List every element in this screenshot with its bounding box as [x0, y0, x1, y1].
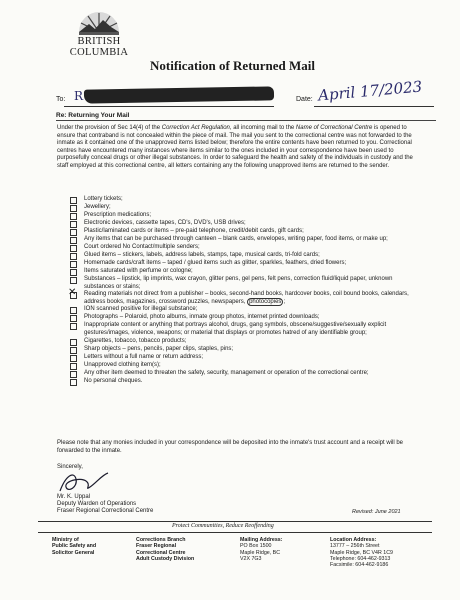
footer-branch-line: Fraser Regional [136, 543, 177, 550]
checklist-item-text [84, 314, 415, 322]
checklist-item-text [84, 338, 415, 346]
date-line [314, 106, 434, 107]
checkbox[interactable] [70, 277, 77, 284]
checklist-item [70, 268, 415, 276]
checkbox-checked[interactable] [68, 287, 77, 299]
footer-location-line: 13777 – 256th Street [330, 543, 380, 550]
checklist-item-label: Prescription medications; [84, 212, 152, 218]
checkbox[interactable] [70, 269, 77, 276]
checklist-item [68, 287, 415, 306]
checkbox[interactable] [70, 213, 77, 220]
checklist-item [70, 362, 415, 370]
checklist-item-text [84, 244, 415, 252]
footer-location-line: Facsimile: 604-462-9186 [330, 562, 389, 569]
deposit-note: Please note that any monies included in your correspondence will be deposited into the inmate's trust account and a receipt will be forwarded to the inmate. [57, 440, 404, 454]
check-x-icon: ✕ [68, 287, 77, 299]
checklist-item-text [84, 220, 415, 228]
intro-text-1: Under the provision of Sec 14(4) of the [57, 125, 162, 131]
checklist-item [70, 260, 415, 268]
checklist-item [70, 196, 415, 204]
redaction-mark [84, 86, 274, 103]
checklist-item-label: Glued items – stickers, labels, address labels, stamps, tape, musical cards, tri-fold cards; [84, 252, 320, 258]
checklist-item-text [84, 276, 415, 291]
footer-ministry-line: Ministry of [52, 537, 79, 543]
checklist-item [70, 204, 415, 212]
footer-location-address [330, 537, 393, 568]
checklist-item-label: Jewellery; [84, 204, 111, 210]
footer-branch-line: Corrections Branch [136, 537, 186, 543]
checklist-item-label: Inappropriate content or anything that portrays alcohol, drugs, gang symbols, obscene/suggestive/sexually explicit gestures/images, violence, weapons; or material that displays or promotes hatred of any identifiable group; [84, 322, 387, 336]
checklist-item-label: Items saturated with perfume or cologne; [84, 268, 193, 274]
bc-logo [64, 10, 134, 58]
checklist-item-text [84, 291, 415, 306]
footer-mailing-line: PO Box 1500 [240, 543, 272, 550]
footer-location-line: Location Address: [330, 537, 377, 543]
to-label: To: [56, 96, 66, 103]
checklist-item [70, 244, 415, 252]
checklist-item-text [84, 236, 415, 244]
footer-location-line: Maple Ridge, BC V4R 1C9 [330, 549, 394, 556]
checklist-item [70, 228, 415, 236]
footer-branch-line: Adult Custody Division [136, 555, 195, 562]
revision-date: Revised: June 2021 [352, 509, 401, 515]
checklist-item-text [84, 204, 415, 212]
checklist-item-label: Reading materials not direct from a publisher – books, second-hand books, hardcover books, coil bound books, calendars, address books, magazines, crossword puzzles, newspapers, [84, 291, 409, 305]
footer-mailing-line: V2X 7G3 [240, 555, 262, 562]
checklist-item-label: Electronic devices, cassette tapes, CD's, DVD's, USB drives; [84, 220, 246, 226]
logo-line-2: COLUMBIA [69, 47, 129, 58]
checklist-item-text [84, 370, 415, 378]
checklist-item-label: Any other item deemed to threaten the safety, security, management or operation of the correctional centre; [84, 369, 369, 376]
checkbox[interactable] [70, 237, 77, 244]
footer-location-line: Telephone: 604-462-9313 [330, 555, 391, 562]
checklist-item-text [84, 354, 415, 362]
checklist-item-text [84, 322, 415, 337]
checklist-item [70, 212, 415, 220]
footer-ministry-line: Public Safety and [52, 543, 97, 550]
checklist-item [70, 252, 415, 260]
footer-ministry-line: Solicitor General [52, 549, 95, 556]
signer-block [57, 494, 153, 516]
addressee-row [56, 77, 436, 110]
checkbox[interactable] [70, 197, 77, 204]
checkbox[interactable] [70, 205, 77, 212]
checklist-item-label: Lottery tickets; [84, 196, 123, 202]
checklist-item-text [84, 228, 415, 236]
checklist-item [70, 314, 415, 322]
footer-rule-top [38, 521, 432, 522]
checklist-item-label: Photographs – Polaroid, photo albums, inmate group photos, internet printed downloads; [84, 314, 320, 321]
checklist-item [70, 338, 415, 346]
handwritten-signature [56, 469, 116, 495]
checklist-item-text [84, 346, 415, 354]
checklist-item [70, 354, 415, 362]
checklist-item-label: Court ordered No Contact/multiple senders; [84, 244, 200, 250]
checkbox[interactable] [70, 363, 77, 370]
intro-paragraph [57, 125, 417, 170]
footer-mailing-address [240, 537, 282, 562]
checklist-item [70, 378, 415, 386]
checklist-item-text [84, 196, 415, 204]
checklist-item-label: Any items that can be purchased through canteen – blank cards, envelopes, writing paper, food items, or make up; [84, 236, 388, 242]
checklist-item-text [84, 212, 415, 220]
checklist-item-label: Homemade cards/craft items – taped / glued items such as glitter, sparkles, feathers, dried flowers; [84, 260, 347, 266]
checklist-item-label: No personal cheques. [84, 377, 143, 384]
signer-org: Fraser Regional Correctional Centre [57, 508, 154, 515]
checklist-item-label: Substances – lipstick, lip imprints, wax crayon, glitter pens, gel pens, felt pens, correction fluid/liquid paper, unknown substances or stains; [84, 276, 393, 290]
date-value: April 17/2023 [317, 77, 423, 105]
checkbox[interactable] [70, 245, 77, 252]
circled-word: photocopies [249, 298, 282, 305]
checkbox[interactable] [70, 371, 77, 378]
checkbox[interactable] [70, 221, 77, 228]
checkbox[interactable] [70, 347, 77, 354]
unapproved-items-list [70, 196, 415, 386]
checklist-item-tail: ; [283, 298, 286, 305]
checklist-item-label: Cigarettes, tobacco, tobacco products; [84, 337, 187, 344]
checklist-item [70, 306, 415, 314]
checklist-item [70, 220, 415, 228]
checklist-item-label: Letters without a full name or return address; [84, 353, 204, 360]
footer-rule-bottom [38, 532, 432, 533]
to-line [64, 106, 274, 107]
footer-tagline: Protect Communities, Reduce Reoffending [172, 523, 274, 529]
checklist-item-label: Plastic/laminated cards or items – pre-paid telephone, credit/debit cards, gift cards; [84, 228, 304, 234]
bc-sun-emblem-icon [77, 10, 121, 36]
checkbox[interactable] [70, 379, 77, 386]
checklist-item [70, 346, 415, 354]
checklist-item-text [84, 260, 415, 268]
checklist-item-text [84, 378, 415, 386]
checklist-item-text [84, 362, 415, 370]
checklist-item-label: Sharp objects – pens, pencils, paper clips, staples, pins; [84, 345, 234, 352]
checklist-item-label: ION scanned positive for illegal substance; [84, 306, 198, 313]
intro-act-name: Correction Act Regulation [161, 125, 230, 131]
checkbox[interactable] [70, 229, 77, 236]
checkbox[interactable] [70, 253, 77, 260]
footer-branch [136, 537, 194, 562]
checklist-item-text [84, 252, 415, 260]
footer-mailing-line: Mailing Address: [240, 537, 283, 543]
checklist-item-text [84, 268, 415, 276]
checklist-item-label: Unapproved clothing item(s); [84, 361, 161, 368]
checkbox[interactable] [70, 307, 77, 314]
footer-branch-line: Correctional Centre [136, 549, 186, 556]
checkbox[interactable] [70, 339, 77, 346]
checklist-item-text [84, 306, 415, 314]
signer-name: Mr. K. Uppal [57, 494, 91, 500]
document-title: Notification of Returned Mail [150, 58, 316, 73]
checklist-item [70, 276, 415, 291]
footer-ministry [52, 537, 96, 556]
footer-mailing-line: Maple Ridge, BC [240, 549, 281, 556]
checklist-item [70, 236, 415, 244]
signer-role: Deputy Warden of Operations [57, 501, 137, 508]
closing: Sincerely, [57, 464, 83, 470]
intro-centre-name: Name of Correctional Centre [295, 125, 373, 131]
handwritten-initial: R [74, 89, 84, 103]
date-label: Date: [296, 96, 313, 103]
checklist-item [70, 322, 415, 337]
logo-line-1: BRITISH [77, 36, 121, 47]
intro-text-3: is opened to ensure that contraband is not concealed within the piece of mail. The mail you sent to the correctional centre was not forwarded to the inmate as it contained one of the unapproved items listed below; therefore the entire contents have been returned to you. Correctional centres have encountered many instances where items similar to the ones included in your correspondence have been used to purposefully conceal drugs or other illegal substances. In order to safeguard the health and safety of the individuals in custody and the staff employed at this correctional centre, all letters containing any the following unapproved items are returned to the sender. [57, 125, 413, 169]
subject-line: Re: Returning Your Mail [56, 112, 436, 121]
checkbox[interactable] [70, 261, 77, 268]
checkbox[interactable] [70, 323, 77, 330]
checkbox[interactable] [70, 315, 77, 322]
intro-text-2: , all incoming mail to the [229, 125, 296, 131]
checklist-item [70, 370, 415, 378]
checkbox[interactable] [70, 355, 77, 362]
